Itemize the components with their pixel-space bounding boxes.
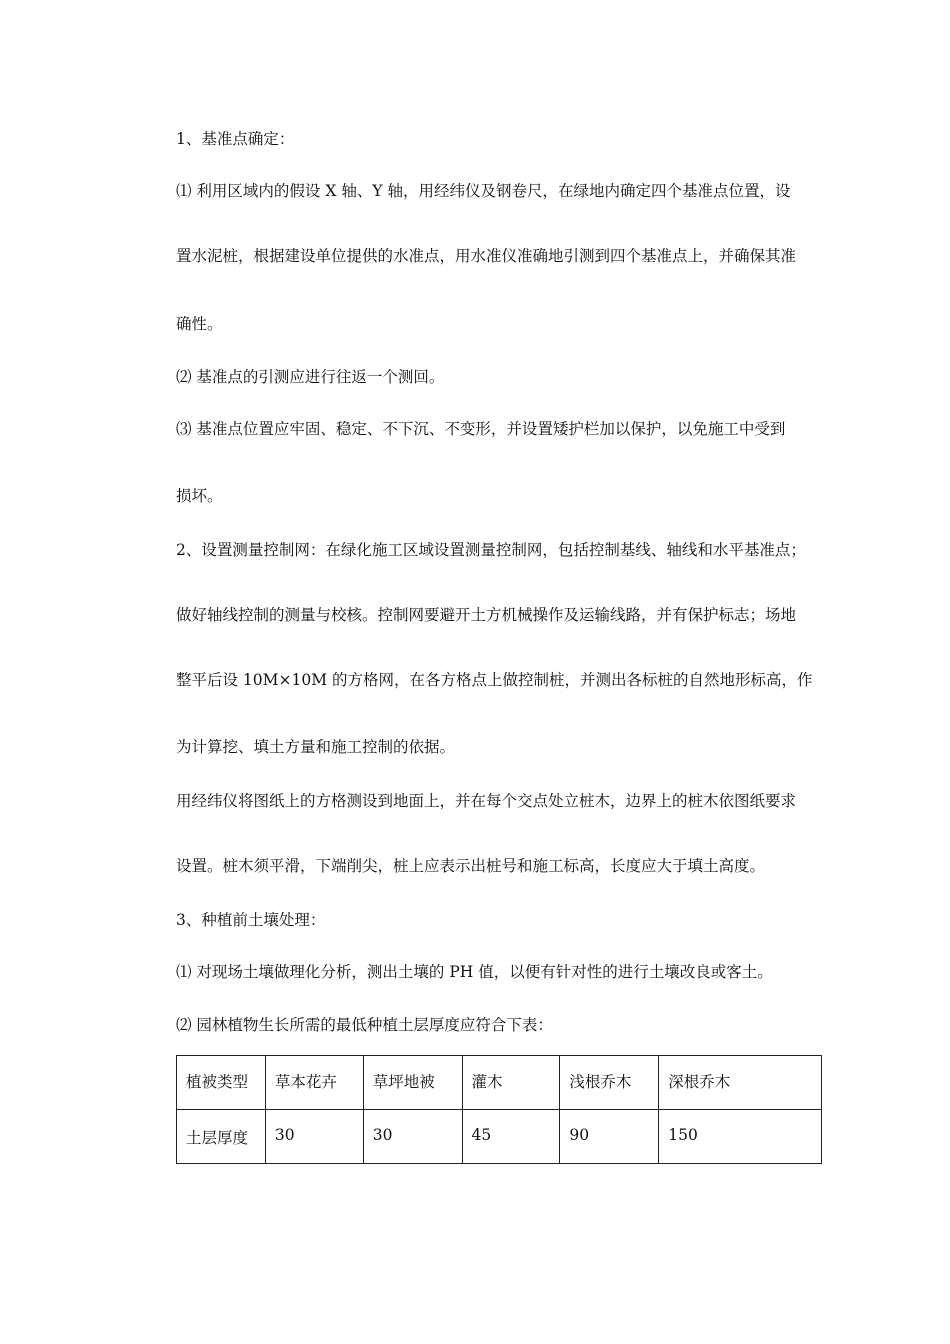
section1-item3-line1: ⑶ 基准点位置应牢固、稳定、不下沉、不变形，并设置矮护栏加以保护，以免施工中受到: [176, 420, 786, 438]
table-row: [177, 1110, 822, 1164]
soil-thickness-table: [176, 1055, 822, 1164]
table-cell: 90: [560, 1110, 659, 1164]
table-header-cell: 浅根乔木: [560, 1056, 659, 1110]
table-header-cell: 灌木: [462, 1056, 560, 1110]
table-cell: 30: [363, 1110, 462, 1164]
table-header-cell: 草坪地被: [363, 1056, 462, 1110]
section2-line3: 整平后设 10M×10M 的方格网，在各方格点上做控制桩，并测出各标桩的自然地形标高，作: [176, 671, 813, 689]
table-header-row: [177, 1056, 822, 1110]
table-cell: 土层厚度: [177, 1110, 266, 1164]
section1-item1-line2: 置水泥桩，根据建设单位提供的水准点，用水准仪准确地引测到四个基准点上，并确保其准: [176, 247, 797, 265]
section1-item1-line1: ⑴ 利用区域内的假设 X 轴、Y 轴，用经纬仪及钢卷尺，在绿地内确定四个基准点位置，设: [176, 182, 791, 200]
table-header-cell: 草本花卉: [265, 1056, 363, 1110]
section2-line6: 设置。桩木须平滑，下端削尖，桩上应表示出桩号和施工标高，长度应大于填土高度。: [176, 857, 766, 875]
section3-item2: ⑵ 园林植物生长所需的最低种植土层厚度应符合下表：: [176, 1016, 553, 1034]
section1-heading: 1、基准点确定：: [176, 130, 295, 148]
section1-item2: ⑵ 基准点的引测应进行往返一个测回。: [176, 368, 445, 386]
section2-line2: 做好轴线控制的测量与校核。控制网要避开土方机械操作及运输线路，并有保护标志；场地: [176, 606, 797, 624]
section2-line1: 2、设置测量控制网：在绿化施工区域设置测量控制网，包括控制基线、轴线和水平基准点；: [176, 541, 806, 559]
table-cell: 30: [265, 1110, 363, 1164]
section3-item1: ⑴ 对现场土壤做理化分析，测出土壤的 PH 值，以便有针对性的进行土壤改良或客土。: [176, 963, 773, 981]
table-cell: 45: [462, 1110, 560, 1164]
table-header-cell: 植被类型: [177, 1056, 266, 1110]
section1-item1-line3: 确性。: [176, 315, 223, 333]
section3-heading: 3、种植前土壤处理：: [176, 911, 326, 929]
table-header-cell: 深根乔木: [659, 1056, 822, 1110]
section1-item3-line2: 损坏。: [176, 487, 223, 505]
table-cell: 150: [659, 1110, 822, 1164]
section2-line4: 为计算挖、填土方量和施工控制的依据。: [176, 738, 456, 756]
section2-line5: 用经纬仪将图纸上的方格测设到地面上，并在每个交点处立桩木，边界上的桩木依图纸要求: [176, 792, 797, 810]
